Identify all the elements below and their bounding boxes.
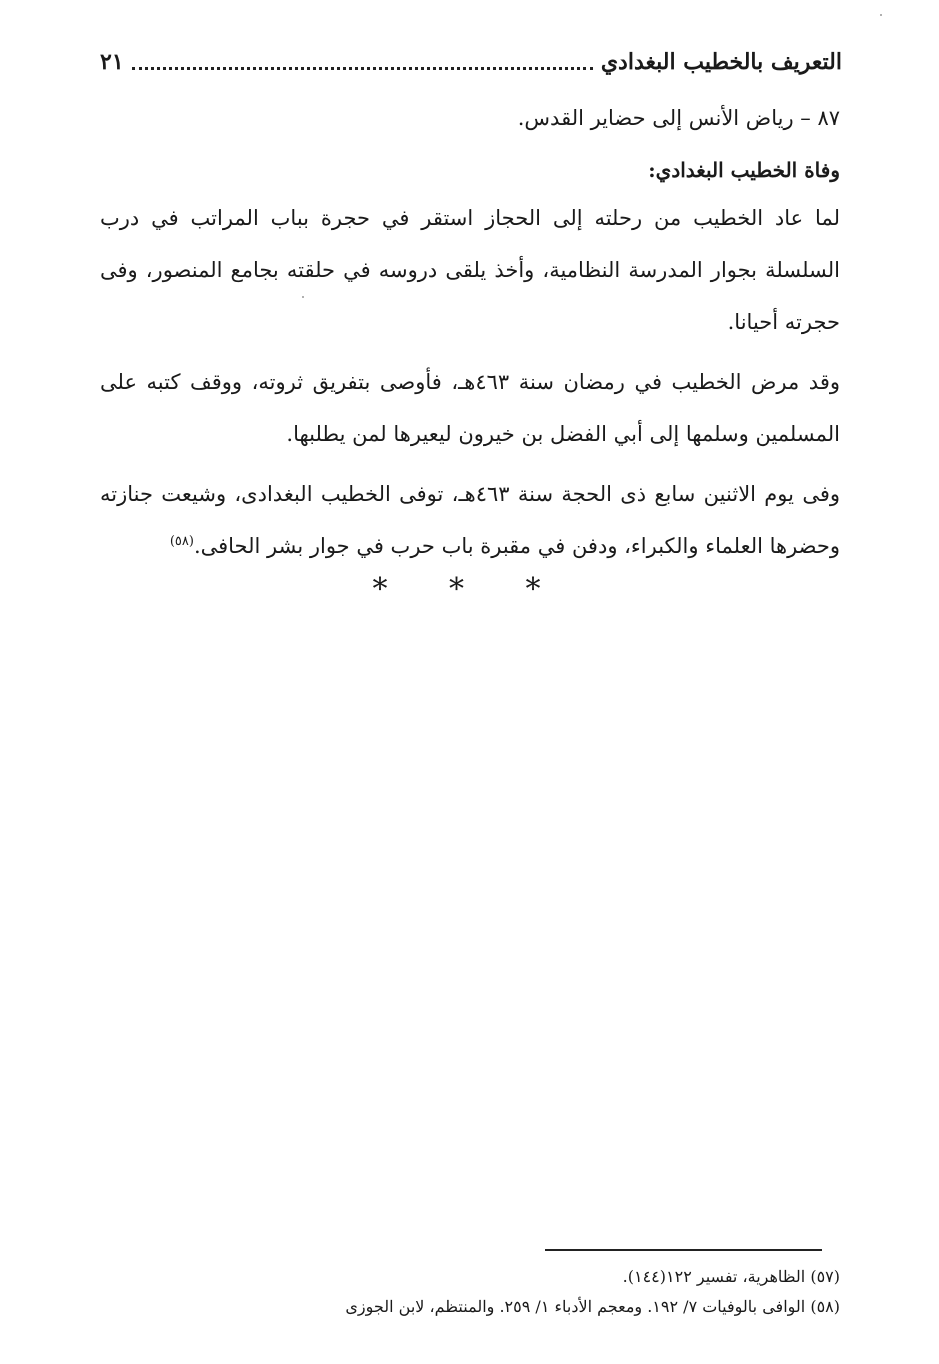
- paragraph-1: لما عاد الخطيب من رحلته إلى الحجاز استقر في حجرة بباب المراتب في درب السلسلة بجوار المدرسة النظامية، وأخذ يلقى دروسه في حلقته بجامع المنصور، وفى حجرته أحيانا.: [100, 206, 840, 334]
- running-title: التعريف بالخطيب البغدادي: [600, 49, 842, 75]
- footnote-rule: [545, 1249, 822, 1251]
- footnote-58: (٥٨) الوافى بالوفيات ٧/ ١٩٢. ومعجم الأدباء ١/ ٢٥٩. والمنتظم، لابن الجوزى: [345, 1297, 840, 1316]
- paragraph-3: [100, 468, 840, 572]
- footnote-57: (٥٧) الظاهرية، تفسير ١٢٢(١٤٤).: [622, 1267, 840, 1286]
- scan-speck: [880, 14, 882, 16]
- leader-dots: [132, 67, 593, 70]
- running-header: [100, 42, 842, 82]
- list-item: ٨٧ – رياض الأنس إلى حضاير القدس.: [517, 106, 840, 130]
- paragraph-2: وقد مرض الخطيب في رمضان سنة ٤٦٣هـ، فأوصى بتفريق ثروته، ووقف كتبه على المسلمين وسلمها إلى أبي الفضل بن خيرون ليعيرها لمن يطلبها.: [100, 370, 841, 446]
- page-number: ٢١: [100, 49, 124, 75]
- main-text: [100, 92, 840, 580]
- section-heading: وفاة الخطيب البغدادي:: [648, 158, 840, 182]
- scan-speck: [302, 296, 304, 298]
- paragraph-3-text: وفى يوم الاثنين سابع ذى الحجة سنة ٤٦٣هـ، توفى الخطيب البغدادى، وشيعت جنازته وحضرها العلماء والكبراء، ودفن في مقبرة باب حرب في جوار بشر الحافى.: [100, 482, 840, 558]
- section-separator: * * *: [372, 572, 567, 607]
- footnote-ref-58: (٥٨): [169, 534, 194, 549]
- footnotes: [240, 1262, 840, 1322]
